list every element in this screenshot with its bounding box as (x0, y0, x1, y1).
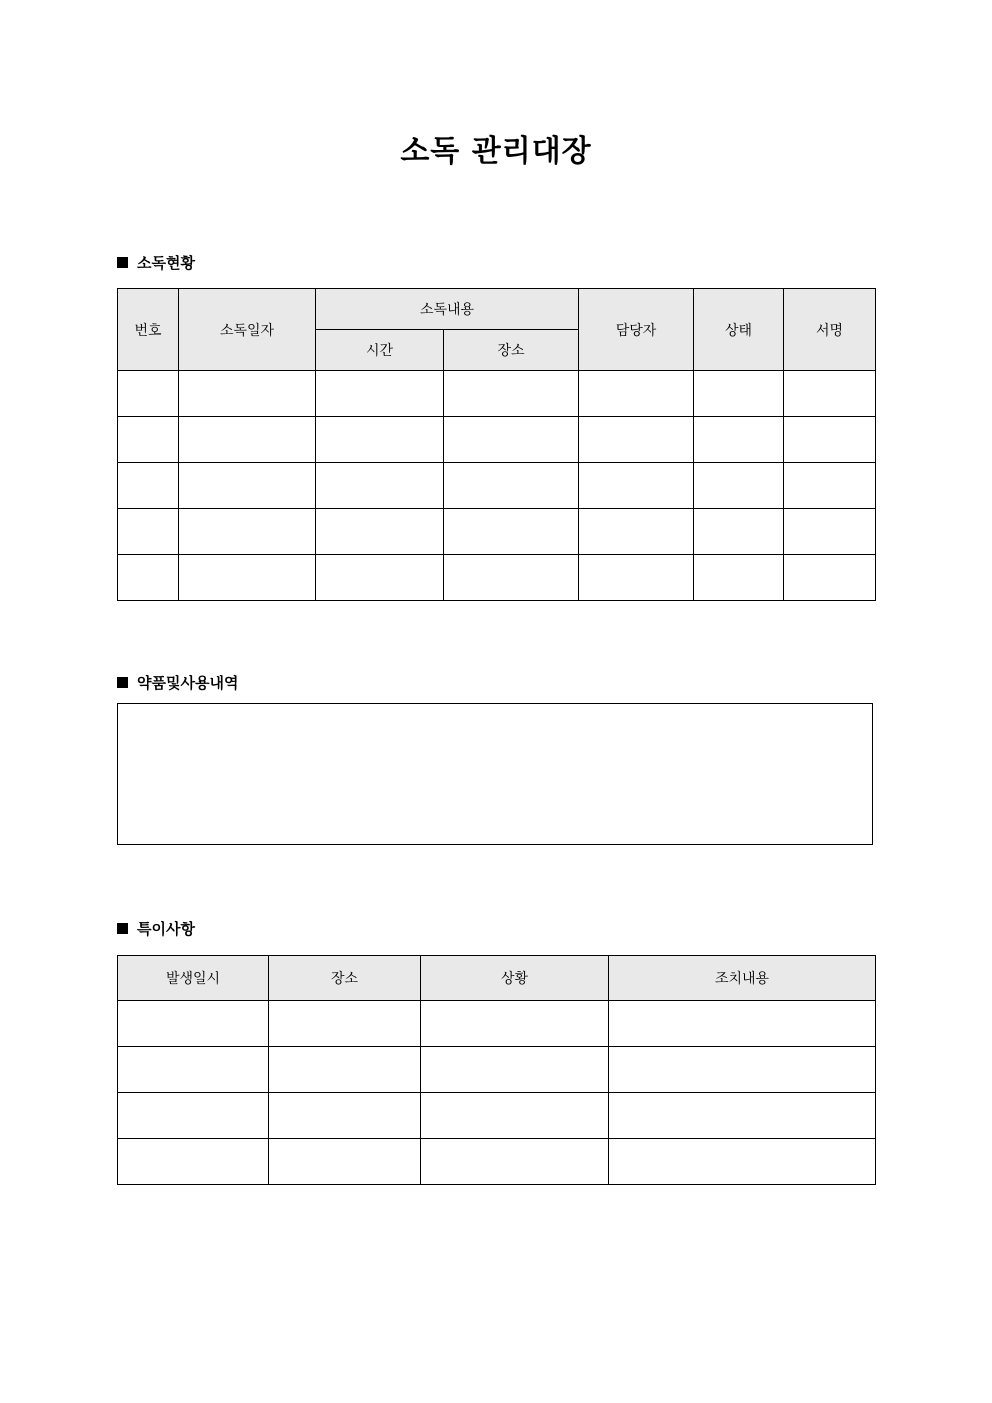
cell-action-taken[interactable] (609, 1093, 876, 1139)
cell-action-taken[interactable] (609, 1001, 876, 1047)
cell-signature[interactable] (784, 371, 876, 417)
table-row (118, 1093, 876, 1139)
cell-time[interactable] (316, 509, 444, 555)
cell-situation[interactable] (421, 1001, 609, 1047)
cell-disinfection-date[interactable] (179, 417, 316, 463)
table-row (118, 1001, 876, 1047)
section-heading-chemicals-usage (117, 672, 238, 693)
cell-disinfection-date[interactable] (179, 371, 316, 417)
cell-status[interactable] (694, 509, 784, 555)
table-row (118, 417, 876, 463)
table-row (118, 371, 876, 417)
column-header-person-in-charge: 담당자 (579, 289, 694, 371)
table-body (118, 371, 876, 601)
filled-square-icon (117, 923, 128, 934)
filled-square-icon (117, 677, 128, 688)
table-body (118, 1001, 876, 1185)
column-header-situation: 상황 (421, 956, 609, 1001)
cell-time[interactable] (316, 417, 444, 463)
column-header-place: 장소 (269, 956, 421, 1001)
cell-situation[interactable] (421, 1093, 609, 1139)
cell-place[interactable] (269, 1001, 421, 1047)
cell-place[interactable] (269, 1139, 421, 1185)
cell-number[interactable] (118, 555, 179, 601)
column-header-action-taken: 조치내용 (609, 956, 876, 1001)
cell-place[interactable] (444, 555, 579, 601)
column-header-status: 상태 (694, 289, 784, 371)
cell-person-in-charge[interactable] (579, 417, 694, 463)
table-row (118, 509, 876, 555)
cell-occurrence-datetime[interactable] (118, 1047, 269, 1093)
cell-place[interactable] (269, 1047, 421, 1093)
section-heading-label: 소독현황 (137, 254, 195, 272)
cell-situation[interactable] (421, 1047, 609, 1093)
cell-status[interactable] (694, 463, 784, 509)
cell-status[interactable] (694, 371, 784, 417)
cell-time[interactable] (316, 371, 444, 417)
cell-status[interactable] (694, 417, 784, 463)
column-header-signature: 서명 (784, 289, 876, 371)
cell-place[interactable] (444, 509, 579, 555)
cell-action-taken[interactable] (609, 1139, 876, 1185)
table-header (118, 956, 876, 1001)
cell-occurrence-datetime[interactable] (118, 1093, 269, 1139)
cell-number[interactable] (118, 509, 179, 555)
cell-number[interactable] (118, 463, 179, 509)
disinfection-status-table (117, 288, 876, 601)
section-heading-label: 약품및사용내역 (137, 674, 239, 692)
cell-person-in-charge[interactable] (579, 463, 694, 509)
cell-disinfection-date[interactable] (179, 555, 316, 601)
column-header-disinfection-details: 소독내용 (316, 289, 579, 330)
cell-person-in-charge[interactable] (579, 509, 694, 555)
cell-number[interactable] (118, 417, 179, 463)
table-header (118, 289, 876, 371)
cell-place[interactable] (444, 371, 579, 417)
table-header-row-1 (118, 289, 876, 330)
cell-occurrence-datetime[interactable] (118, 1001, 269, 1047)
table-row (118, 1139, 876, 1185)
cell-signature[interactable] (784, 555, 876, 601)
cell-occurrence-datetime[interactable] (118, 1139, 269, 1185)
column-header-place: 장소 (444, 330, 579, 371)
cell-person-in-charge[interactable] (579, 371, 694, 417)
table-row (118, 555, 876, 601)
cell-signature[interactable] (784, 417, 876, 463)
table-header-row (118, 956, 876, 1001)
cell-place[interactable] (444, 463, 579, 509)
cell-place[interactable] (269, 1093, 421, 1139)
cell-time[interactable] (316, 555, 444, 601)
column-header-occurrence-datetime: 발생일시 (118, 956, 269, 1001)
cell-signature[interactable] (784, 463, 876, 509)
cell-signature[interactable] (784, 509, 876, 555)
table-row (118, 463, 876, 509)
column-header-number: 번호 (118, 289, 179, 371)
section-heading-remarks (117, 918, 195, 939)
cell-person-in-charge[interactable] (579, 555, 694, 601)
column-header-disinfection-date: 소독일자 (179, 289, 316, 371)
section-heading-disinfection-status (117, 252, 195, 273)
cell-number[interactable] (118, 371, 179, 417)
page-title: 소독 관리대장 (400, 134, 592, 169)
filled-square-icon (117, 257, 128, 268)
section-heading-label: 특이사항 (137, 920, 195, 938)
cell-disinfection-date[interactable] (179, 463, 316, 509)
table-row (118, 1047, 876, 1093)
cell-time[interactable] (316, 463, 444, 509)
remarks-table (117, 955, 876, 1185)
cell-place[interactable] (444, 417, 579, 463)
cell-situation[interactable] (421, 1139, 609, 1185)
chemicals-usage-textbox[interactable] (117, 703, 873, 845)
cell-status[interactable] (694, 555, 784, 601)
column-header-time: 시간 (316, 330, 444, 371)
cell-action-taken[interactable] (609, 1047, 876, 1093)
cell-disinfection-date[interactable] (179, 509, 316, 555)
